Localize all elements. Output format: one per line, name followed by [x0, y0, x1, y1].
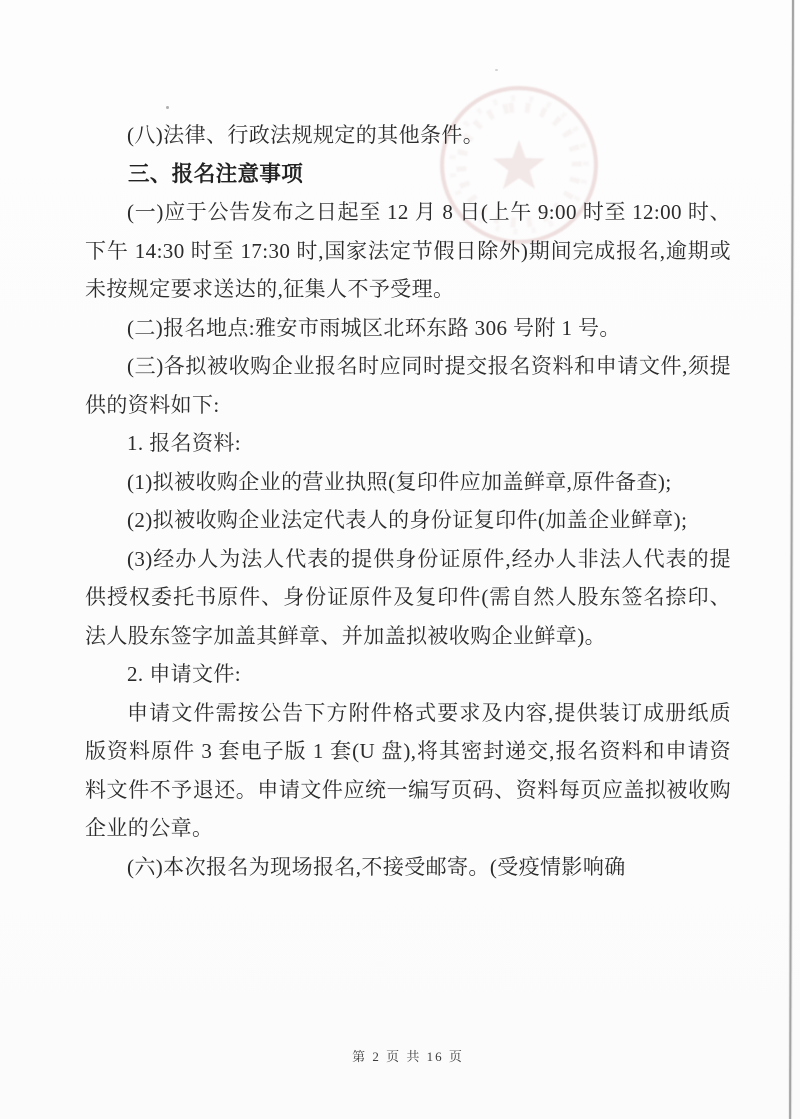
ink-speck: [495, 69, 498, 71]
footer-page-number: 第 2 页 共 16 页: [352, 1049, 464, 1064]
ink-speck: [166, 106, 169, 109]
scan-edge-line: [789, 0, 794, 1119]
document-body: [85, 116, 731, 886]
section-heading: 三、报名注意事项: [128, 161, 304, 186]
paragraph: (一)应于公告发布之日起至 12 月 8 日(上午 9:00 时至 12:00 时、下午 14:30 时至 17:30 时,国家法定节假日除外)期间完成报名,逾期或未按规定要求送达的,征集人不予受理。: [85, 200, 731, 301]
paragraph: (三)各拟被收购企业报名时应同时提交报名资料和申请文件,须提供的资料如下:: [85, 354, 731, 417]
paragraph: (2)拟被收购企业法定代表人的身份证复印件(加盖企业鲜章);: [127, 508, 688, 532]
paragraph: 2. 申请文件:: [127, 662, 242, 686]
paragraph: (3)经办人为法人代表的提供身份证原件,经办人非法人代表的提供授权委托书原件、身份证原件及复印件(需自然人股东签名捺印、法人股东签字加盖其鲜章、并加盖拟被收购企业鲜章)。: [85, 546, 731, 648]
paragraph: 申请文件需按公告下方附件格式要求及内容,提供装订成册纸质版资料原件 3 套电子版 1 套(U 盘),将其密封递交,报名资料和申请资料文件不予退还。申请文件应统一编写页码、资料每页应盖拟被收购企业的公章。: [85, 700, 731, 840]
paragraph: (六)本次报名为现场报名,不接受邮寄。(受疫情影响确: [127, 854, 626, 879]
paragraph: (1)拟被收购企业的营业执照(复印件应加盖鲜章,原件备查);: [127, 469, 672, 494]
paragraph: (八)法律、行政法规规定的其他条件。: [127, 123, 485, 147]
paragraph: 1. 报名资料:: [127, 431, 242, 455]
paragraph: (二)报名地点:雅安市雨城区北环东路 306 号附 1 号。: [127, 315, 621, 340]
